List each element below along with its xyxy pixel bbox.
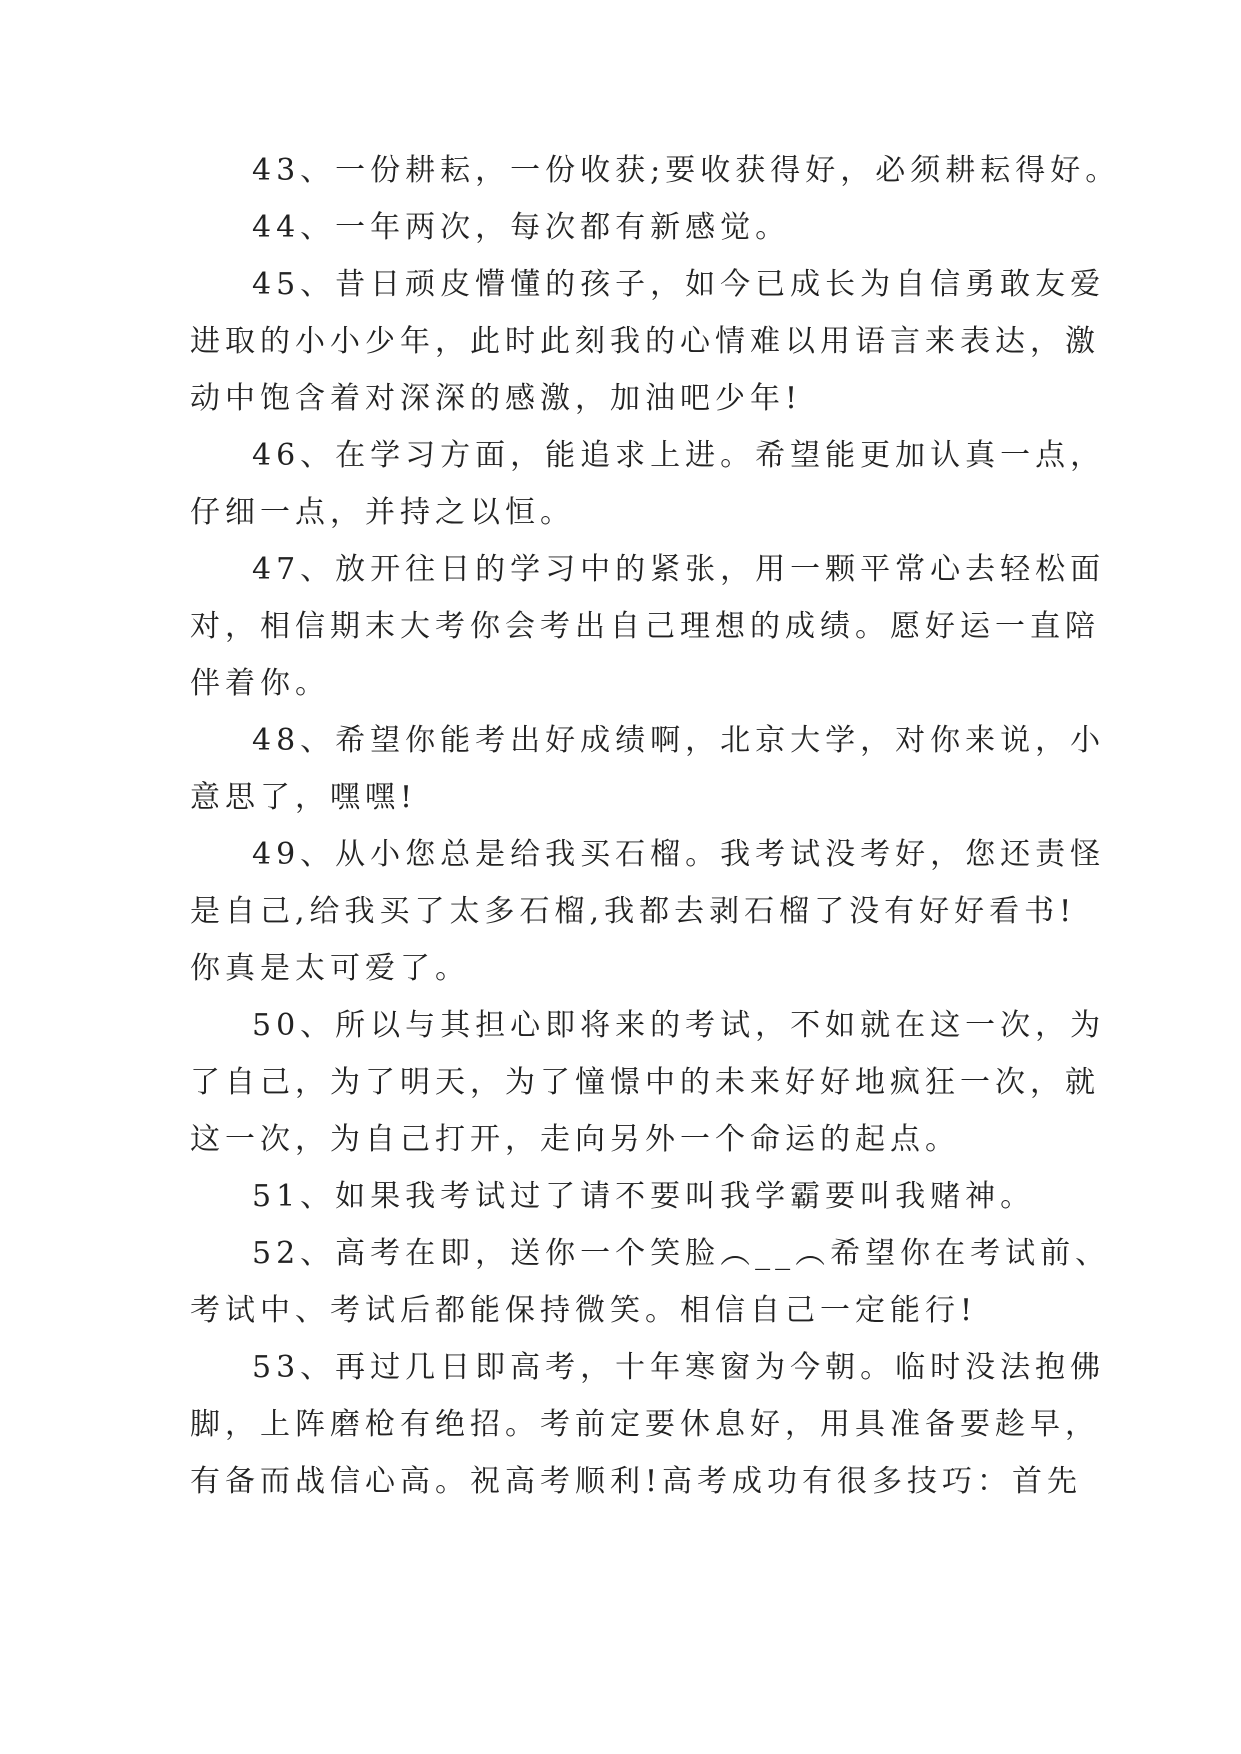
paragraph-47-line-1: 47、放开往日的学习中的紧张，用一颗平常心去轻松面 xyxy=(252,552,1106,587)
paragraph-49-line-3: 你真是太可爱了。 xyxy=(190,951,470,986)
paragraph-49-line-1: 49、从小您总是给我买石榴。我考试没考好，您还责怪 xyxy=(252,837,1106,872)
paragraph-51-line-1: 51、如果我考试过了请不要叫我学霸要叫我赌神。 xyxy=(252,1179,1036,1214)
paragraph-43-line-1: 43、一份耕耘，一份收获;要收获得好，必须耕耘得好。 xyxy=(252,153,1121,188)
paragraph-45-line-1: 45、昔日顽皮懵懂的孩子，如今已成长为自信勇敢友爱 xyxy=(252,267,1106,302)
paragraph-44-line-1: 44、一年两次，每次都有新感觉。 xyxy=(252,210,791,245)
paragraph-52-line-1: 52、高考在即，送你一个笑脸︵__︵希望你在考试前、 xyxy=(252,1236,1111,1271)
paragraph-47-line-3: 伴着你。 xyxy=(190,666,330,701)
paragraph-52-line-2: 考试中、考试后都能保持微笑。相信自己一定能行! xyxy=(190,1293,978,1328)
paragraph-53-line-1: 53、再过几日即高考，十年寒窗为今朝。临时没法抱佛 xyxy=(252,1350,1106,1385)
paragraph-48-line-2: 意思了，嘿嘿! xyxy=(190,780,418,815)
paragraph-46-line-1: 46、在学习方面，能追求上进。希望能更加认真一点， xyxy=(252,438,1106,473)
paragraph-45-line-2: 进取的小小少年，此时此刻我的心情难以用语言来表达，激 xyxy=(190,324,1100,359)
paragraph-53-line-2: 脚，上阵磨枪有绝招。考前定要休息好，用具准备要趁早， xyxy=(190,1407,1100,1442)
paragraph-45-line-3: 动中饱含着对深深的感激，加油吧少年! xyxy=(190,381,803,416)
paragraph-50-line-1: 50、所以与其担心即将来的考试，不如就在这一次，为 xyxy=(252,1008,1106,1043)
paragraph-50-line-3: 这一次，为自己打开，走向另外一个命运的起点。 xyxy=(190,1122,960,1157)
paragraph-48-line-1: 48、希望你能考出好成绩啊，北京大学，对你来说，小 xyxy=(252,723,1106,758)
paragraph-49-line-2: 是自己,给我买了太多石榴,我都去剥石榴了没有好好看书! xyxy=(190,894,1077,929)
paragraph-47-line-2: 对，相信期末大考你会考出自己理想的成绩。愿好运一直陪 xyxy=(190,609,1100,644)
paragraph-46-line-2: 仔细一点，并持之以恒。 xyxy=(190,495,575,530)
paragraph-53-line-3: 有备而战信心高。祝高考顺利!高考成功有很多技巧：首先 xyxy=(190,1464,1083,1499)
paragraph-50-line-2: 了自己，为了明天，为了憧憬中的未来好好地疯狂一次，就 xyxy=(190,1065,1100,1100)
